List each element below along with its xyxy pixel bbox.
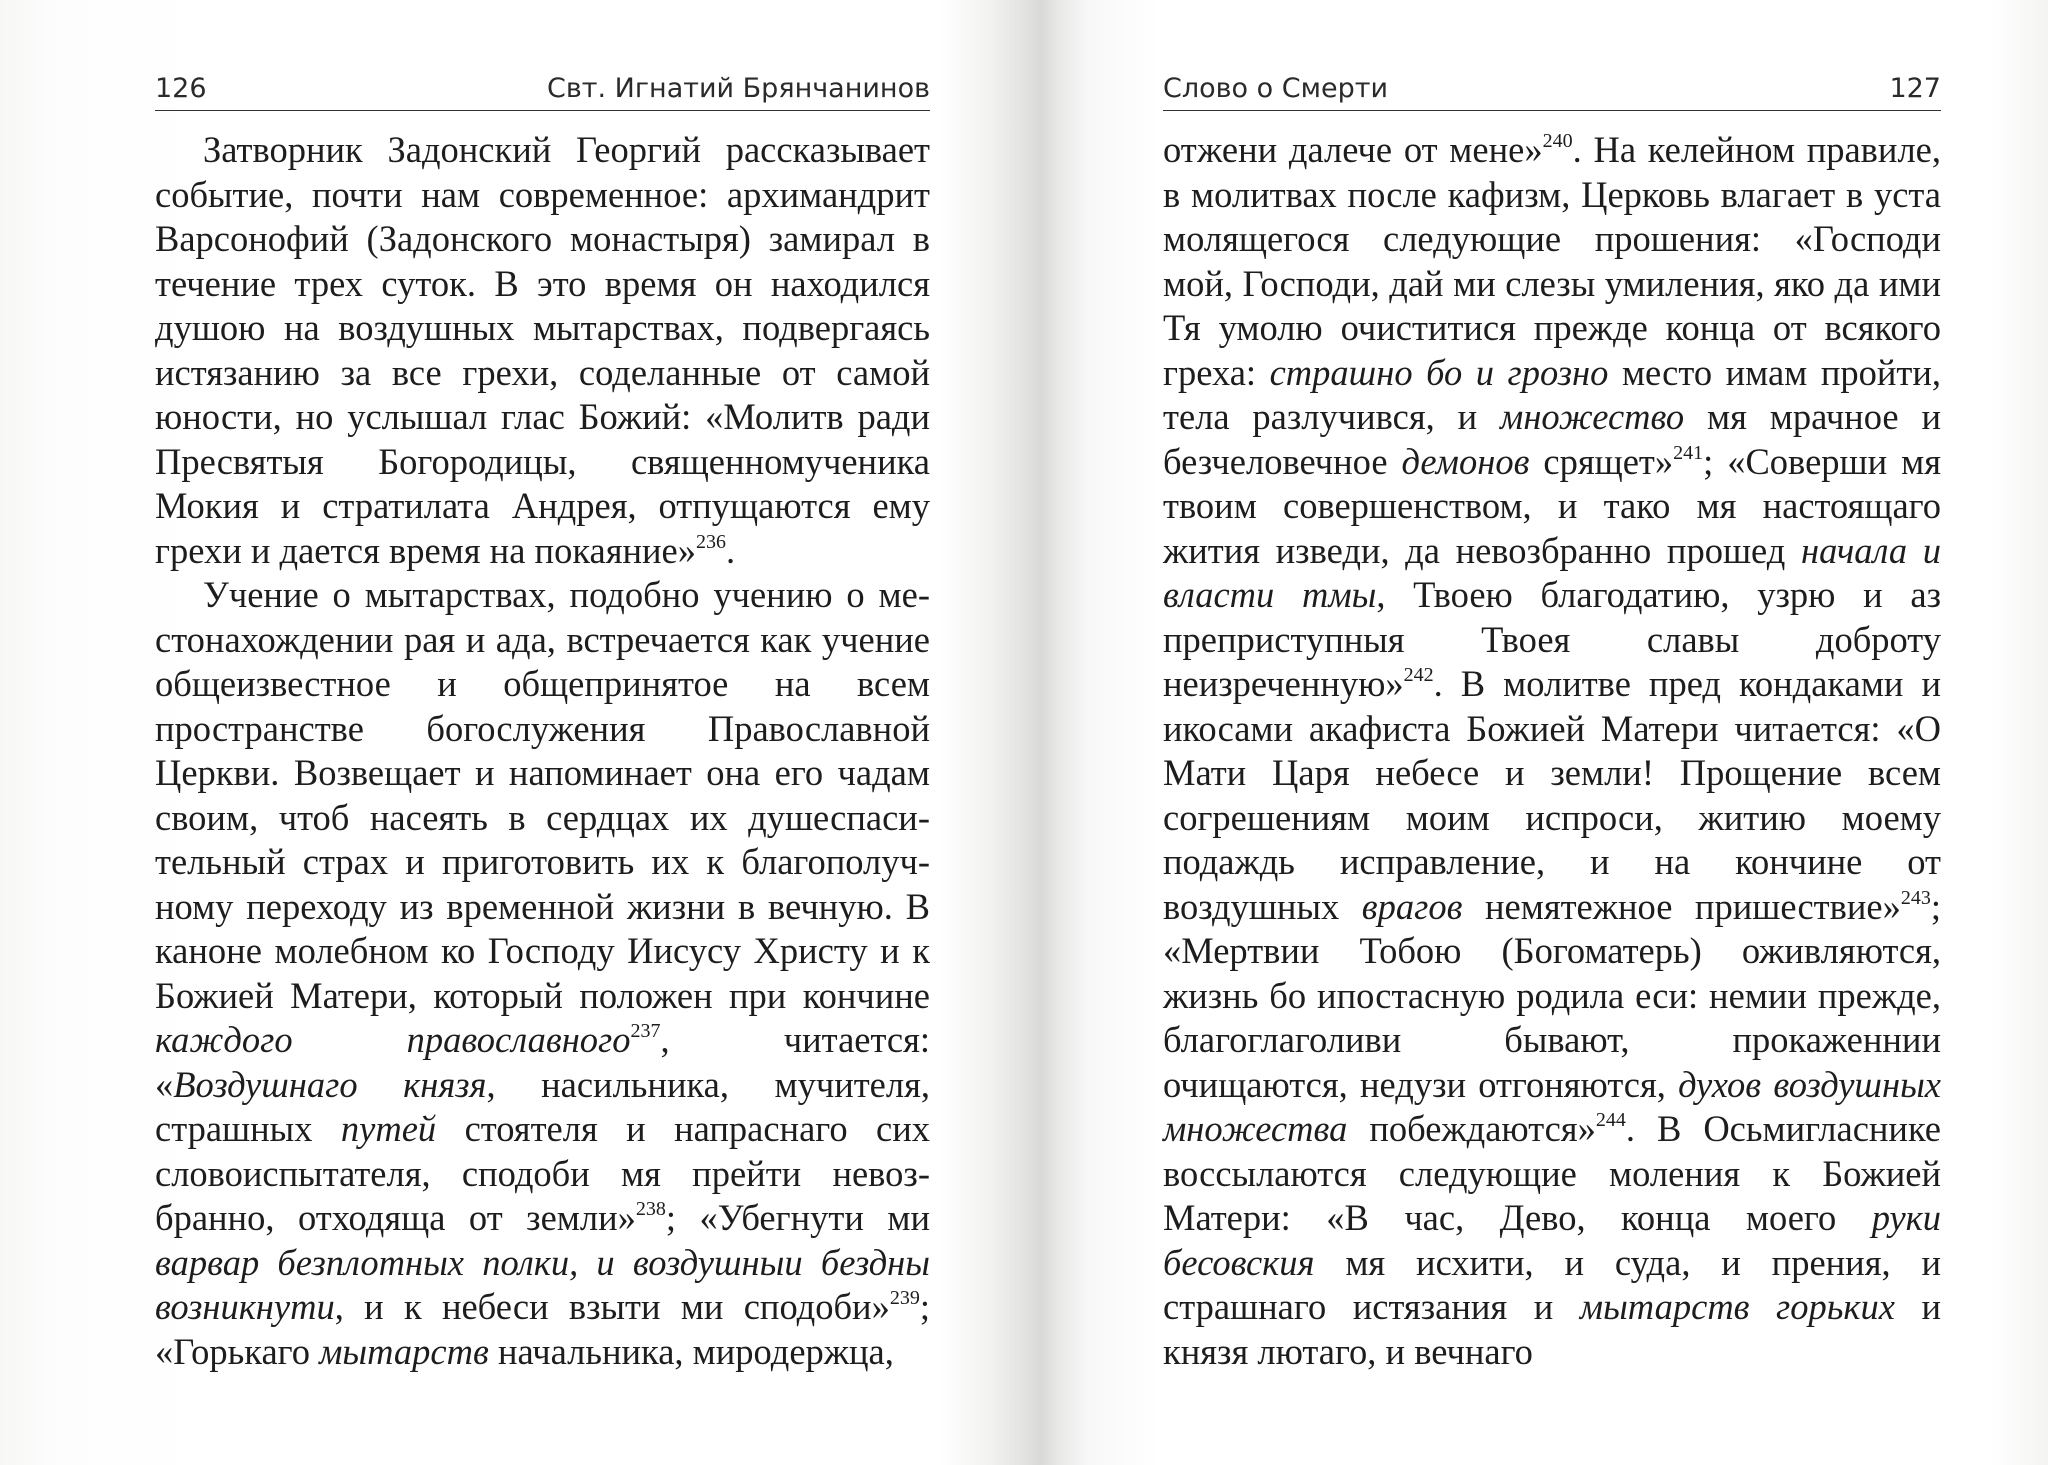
italic-run: духов воздушных множества: [1163, 1063, 1941, 1149]
text-run: , и к небеси взыти ми сподоби»: [334, 1286, 890, 1327]
right-page: [1163, 0, 1941, 1465]
italic-run: Воздушнаго князя: [173, 1063, 487, 1105]
running-head-right: [1163, 66, 1941, 111]
running-title-chapter: Слово о Смерти: [1163, 73, 1388, 104]
italic-run: страшно бо и грозно: [1269, 351, 1609, 393]
text-run: Затворник Задонский Георгий рассказывает событие, почти нам современное: архимандрит Варсонофий (Задонского монастыря) замирал в течение трех суток. В это время он находился душою на воздушных мытарствах, подвергаясь истязанию за все грехи, соделанные от самой юности, но услышал глас Божий: «Молитв ради Пресвятыя Богородицы, священномученика Мокия и стратилата Андрея, отпущаются ему грехи и дается время на покаяние»: [155, 129, 930, 571]
running-title-author: Свт. Игнатий Брянчанинов: [547, 73, 930, 104]
left-page-text: [155, 128, 930, 1374]
text-run: , читается: «: [155, 1019, 930, 1105]
text-run: и князя лютаго, и вечнаго: [1163, 1286, 1941, 1372]
text-run: срящет»: [1529, 440, 1674, 482]
text-run: .: [726, 529, 736, 571]
text-run: мя мрачное и безчеловечное: [1163, 396, 1941, 482]
text-run: Учение о мытарствах, подобно учению о местонахождении рая и ада, встречается как учение общеизвестное и общепринятое на всем пространстве богослужения Православной Церкви. Возвещает и напоминает она его чадам своим, чтоб насеять в сердцах их душеспасительный страх и приготовить их к благополучному переходу из временной жизни в вечную. В каноне молебном ко Господу Иисусу Христу и к Божией Матери, который положен при кончине: [155, 574, 930, 1016]
text-run: побеждаются»: [1347, 1108, 1596, 1149]
paragraph: [1163, 128, 1941, 1374]
footnote-ref: 239: [889, 1287, 920, 1309]
text-run: , Твоею благодатию, узрю и аз преприступныя Твоея славы доброту неизреченную»: [1163, 574, 1941, 704]
text-run: немятежное пришествие»: [1462, 885, 1901, 927]
footnote-ref: 238: [635, 1198, 666, 1220]
footnote-ref: 236: [696, 530, 727, 553]
text-run: место имам пройти, тела разлучився, и: [1163, 351, 1941, 437]
italic-run: начала и власти тмы: [1163, 529, 1941, 615]
text-run: . В молитве пред кондаками и икосами акафиста Божией Матери читается: «О Мати Царя небесе и земли! Прощение всем согрешениям моим испроси, житию моему подаждь исправление, и на кончине от воздушных: [1163, 663, 1941, 927]
footnote-ref: 244: [1595, 1109, 1626, 1131]
footnote-ref: 243: [1900, 886, 1931, 909]
footnote-ref: 242: [1403, 664, 1434, 686]
italic-run: множество: [1500, 396, 1685, 437]
text-run: . На келейном правиле, в молитвах после кафизм, Церковь влагает в уста молящегося следующие прошения: «Господи мой, Господи, дай ми слезы умиления, яко да ими Тя умолю очиститися прежде конца от всякого греха:: [1163, 129, 1941, 393]
footnote-ref: 237: [630, 1020, 661, 1042]
italic-run: мытарств горьких: [1579, 1286, 1895, 1327]
text-run: мя исхити, и суда, и прения, и страшнаго истязания и: [1163, 1241, 1941, 1327]
text-run: , насильника, мучителя, страшных: [155, 1063, 931, 1149]
italic-run: врагов: [1361, 885, 1463, 927]
text-run: отжени далече от мене»: [1163, 129, 1543, 170]
text-run: ; «Убегнути ми: [665, 1197, 931, 1238]
left-page: [155, 0, 930, 1465]
italic-run: руки бесовския: [1163, 1197, 1941, 1283]
footnote-ref: 240: [1542, 130, 1573, 152]
text-run: стоятеля и напраснаго сих словоиспытателя, сподоби мя прейти невозбранно, отходяща от земли»: [155, 1108, 930, 1238]
right-page-text: [1163, 128, 1941, 1374]
paragraph: [155, 573, 930, 1374]
italic-run: варвар безплотных полки, и воздушныи бездны возникнути: [155, 1241, 930, 1327]
italic-run: путей: [340, 1108, 437, 1149]
italic-run: каждого православного: [155, 1019, 631, 1060]
text-run: ; «Горькаго: [155, 1286, 930, 1372]
text-run: начальника, миродержца,: [488, 1330, 894, 1372]
text-run: ; «Мертвии Тобою (Богоматерь) оживляются, жизнь бо ипостасную родила еси: немии прежде, благоглаголиви бывают, прокаженнии очищаются, недузи отгоняются,: [1163, 885, 1941, 1105]
italic-run: мытарств: [319, 1330, 489, 1372]
text-run: . В Осьмигласнике воссылаются следующие моления к Божией Матери: «В час, Дево, конца моего: [1163, 1108, 1941, 1238]
paragraph: [155, 128, 930, 573]
page-number-left: 126: [155, 73, 207, 104]
footnote-ref: 241: [1673, 441, 1704, 464]
text-run: ; «Соверши мя твоим совершенством, и тако мя настоящаго жития изведи, да невозбранно прошед: [1163, 440, 1941, 571]
page-number-right: 127: [1889, 73, 1941, 104]
running-head-left: [155, 66, 930, 111]
italic-run: демонов: [1401, 440, 1530, 482]
